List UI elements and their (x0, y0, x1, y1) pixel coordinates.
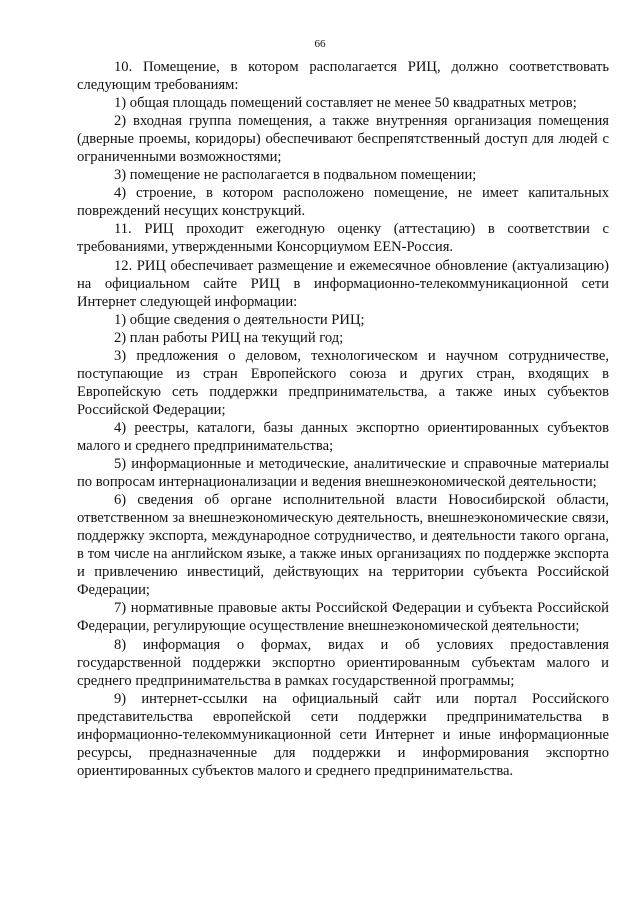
paragraph-10-item-3: 3) помещение не располагается в подвальном помещении; (114, 167, 477, 184)
paragraph-12-item-4: 4) реестры, каталоги, базы данных экспортно ориентированных субъектов малого и среднего предпринимательства; (77, 419, 609, 454)
paragraph-10: 10. Помещение, в котором располагается РИЦ, должно соответствовать следующим требованиям: (77, 59, 609, 94)
paragraph-12-item-2: 2) план работы РИЦ на текущий год; (114, 329, 344, 346)
document-body (77, 58, 609, 780)
paragraph-10-item-1: 1) общая площадь помещений составляет не менее 50 квадратных метров; (114, 95, 577, 112)
paragraph-12-item-6: 6) сведения об органе исполнительной власти Новосибирской области, ответственном за внешнеэкономическую деятельность, внешнеэкономические связи, поддержку экспорта, международное сотрудничество, и деятельности такого органа, в том числе на английском языке, а также иных организациях по поддержке экспорта и привлечению инвестиций, действующих на территории субъекта Российской Федерации; (77, 492, 609, 599)
paragraph-12-item-1: 1) общие сведения о деятельности РИЦ; (114, 311, 365, 328)
paragraph-12-item-3: 3) предложения о деловом, технологическом и научном сотрудничестве, поступающие из стран Европейского союза и других стран, входящих в Европейскую сеть поддержки предпринимательства, а также иных субъектов Российской Федерации; (77, 347, 609, 418)
paragraph-12-item-7: 7) нормативные правовые акты Российской Федерации и субъекта Российской Федерации, регулирующие осуществление внешнеэкономической деятельности; (77, 600, 609, 635)
paragraph-11: 11. РИЦ проходит ежегодную оценку (аттестацию) в соответствии с требованиями, утвержденными Консорциумом EEN-Россия. (77, 221, 609, 256)
paragraph-10-item-4: 4) строение, в котором расположено помещение, не имеет капитальных повреждений несущих конструкций. (77, 185, 609, 220)
paragraph-12-item-5: 5) информационные и методические, аналитические и справочные материалы по вопросам интернационализации и ведения внешнеэкономической деятельности; (77, 456, 609, 491)
paragraph-12-item-9: 9) интернет-ссылки на официальный сайт или портал Российского представительства европейской сети поддержки предпринимательства в информационно-телекоммуникационной сети Интернет и иные информационные ресурсы, предназначенные для поддержки и информирования экспортно ориентированных субъектов малого и среднего предпринимательства. (77, 690, 609, 779)
page-number: 66 (314, 38, 326, 50)
paragraph-10-item-2: 2) входная группа помещения, а также внутренняя организация помещения (дверные проемы, коридоры) обеспечивают беспрепятственный доступ для людей с ограниченными возможностями; (77, 113, 609, 166)
paragraph-12: 12. РИЦ обеспечивает размещение и ежемесячное обновление (актуализацию) на официальном сайте РИЦ в информационно-телекоммуникационной сети Интернет следующей информации: (77, 257, 609, 310)
paragraph-12-item-8: 8) информация о формах, видах и об условиях предоставления государственной поддержки экспортно ориентированным субъектам малого и среднего предпринимательства в рамках государственной программы; (77, 636, 609, 689)
